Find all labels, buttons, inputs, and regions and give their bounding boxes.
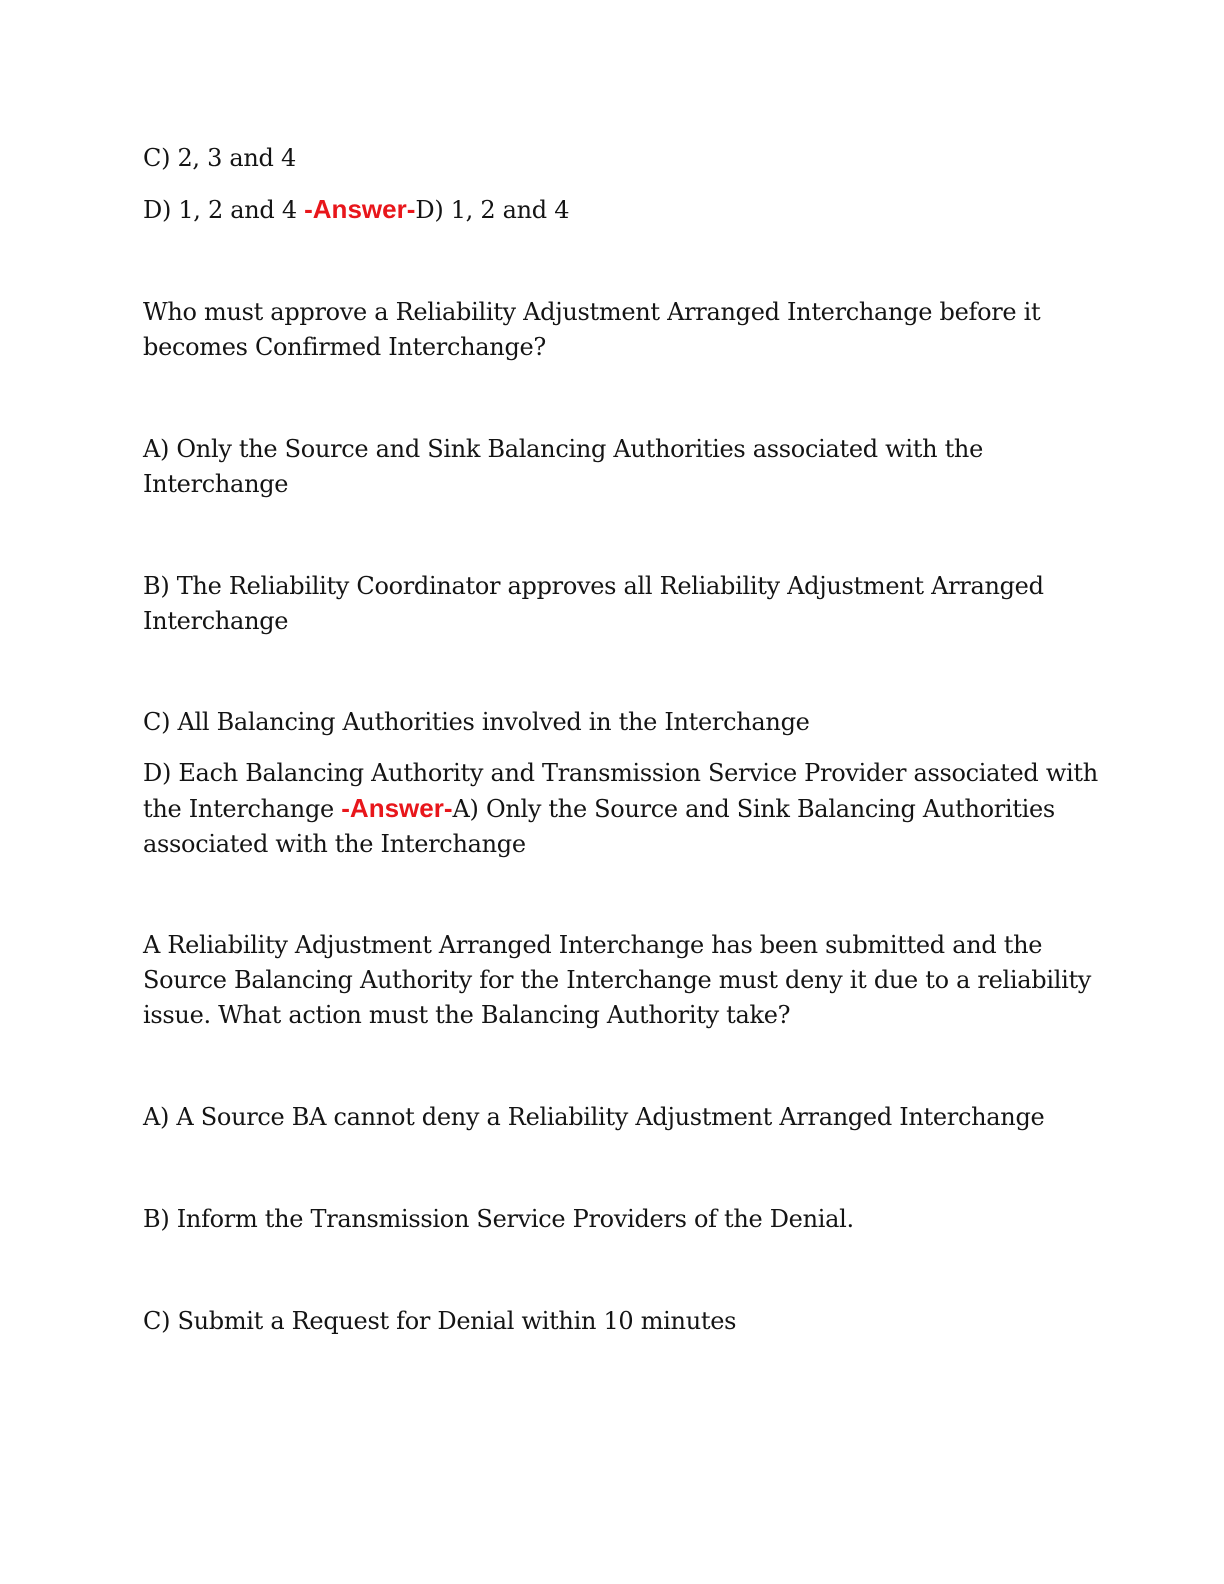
q2-answer-text: A) Only the Source and Sink Balancing Authorities associated with the Interchange xyxy=(143,795,1055,858)
q3-option-c-text: C) Submit a Request for Denial within 10 minutes xyxy=(143,1307,737,1335)
q2-question-text: Who must approve a Reliability Adjustment Arranged Interchange before it becomes Confirmed Interchange? xyxy=(143,298,1041,361)
q3-question xyxy=(143,928,1103,1033)
q3-option-a xyxy=(143,1100,1103,1135)
q2-option-b xyxy=(143,569,1103,639)
q2-option-d xyxy=(143,756,1103,862)
q3-option-b xyxy=(143,1202,1103,1237)
q2-option-a xyxy=(143,432,1103,502)
q1-option-d xyxy=(143,192,1103,228)
answer-tag: -Answer- xyxy=(341,793,453,823)
q2-option-d-text: D) Each Balancing Authority and Transmission Service Provider associated with the Interchange xyxy=(143,759,1098,823)
q3-option-c xyxy=(143,1304,1103,1339)
q1-option-d-text: D) 1, 2 and 4 xyxy=(143,196,305,224)
q3-option-b-text: B) Inform the Transmission Service Providers of the Denial. xyxy=(143,1205,854,1233)
q2-question xyxy=(143,295,1103,365)
q3-option-a-text: A) A Source BA cannot deny a Reliability Adjustment Arranged Interchange xyxy=(143,1103,1045,1131)
q1-option-c xyxy=(143,141,1103,176)
q2-option-a-text: A) Only the Source and Sink Balancing Authorities associated with the Interchange xyxy=(143,435,983,498)
answer-tag: -Answer- xyxy=(304,194,416,224)
q3-question-text: A Reliability Adjustment Arranged Interchange has been submitted and the Source Balancing Authority for the Interchange must deny it due to a reliability issue. What action must the Balancing Authority take? xyxy=(143,931,1092,1029)
q2-option-c-text: C) All Balancing Authorities involved in the Interchange xyxy=(143,708,810,736)
q1-option-c-text: C) 2, 3 and 4 xyxy=(143,144,296,172)
q2-option-b-text: B) The Reliability Coordinator approves all Reliability Adjustment Arranged Interchange xyxy=(143,572,1044,635)
q2-option-c xyxy=(143,705,1103,740)
q1-answer-text: D) 1, 2 and 4 xyxy=(415,196,570,224)
